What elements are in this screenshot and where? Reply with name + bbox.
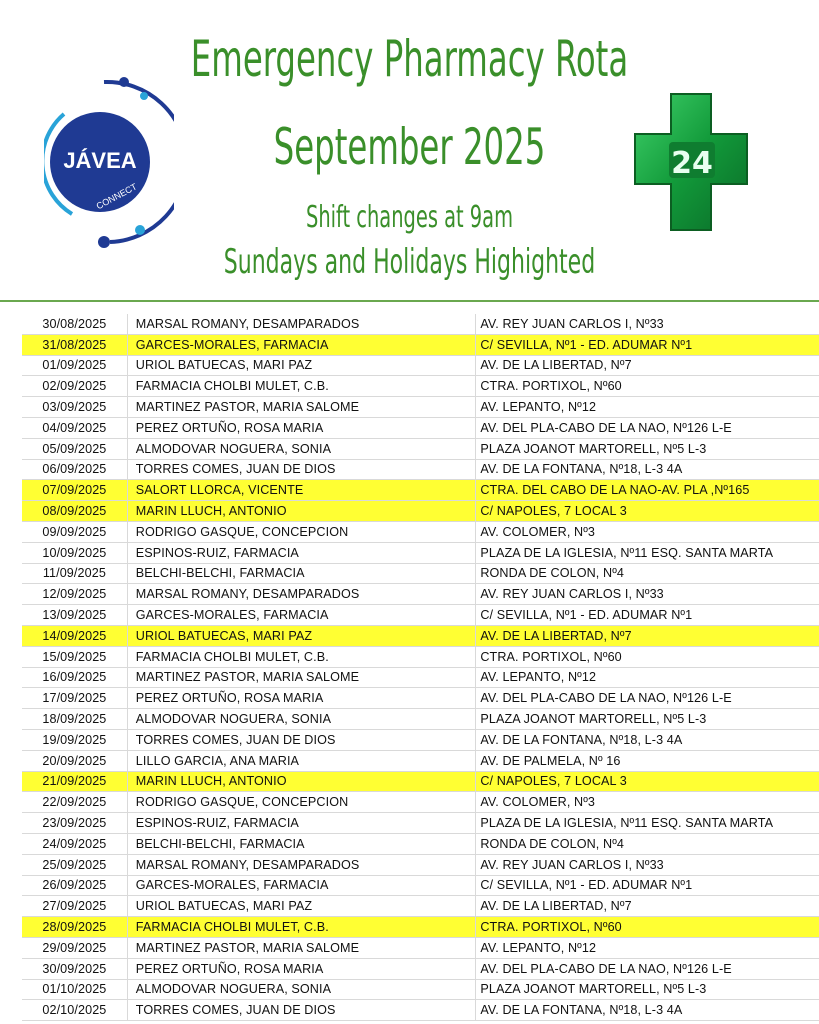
pharmacy-name-cell: TORRES COMES, JUAN DE DIOS xyxy=(127,1000,476,1021)
address-cell: PLAZA JOANOT MARTORELL, Nº5 L-3 xyxy=(476,709,819,730)
pharmacy-name-cell: PEREZ ORTUÑO, ROSA MARIA xyxy=(127,688,476,709)
table-row xyxy=(22,438,819,459)
date-cell: 21/09/2025 xyxy=(22,771,127,792)
table-row xyxy=(22,813,819,834)
table-row-highlighted xyxy=(22,334,819,355)
address-cell: PLAZA JOANOT MARTORELL, Nº5 L-3 xyxy=(476,979,819,1000)
address-cell: AV. DE LA LIBERTAD, Nº7 xyxy=(476,625,819,646)
date-cell: 01/10/2025 xyxy=(22,979,127,1000)
address-cell: CTRA. PORTIXOL, Nº60 xyxy=(476,917,819,938)
table-row xyxy=(22,417,819,438)
address-cell: C/ SEVILLA, Nº1 - ED. ADUMAR Nº1 xyxy=(476,334,819,355)
date-cell: 11/09/2025 xyxy=(22,563,127,584)
pharmacy-name-cell: PEREZ ORTUÑO, ROSA MARIA xyxy=(127,958,476,979)
address-cell: CTRA. PORTIXOL, Nº60 xyxy=(476,376,819,397)
pharmacy-name-cell: ESPINOS-RUIZ, FARMACIA xyxy=(127,813,476,834)
table-row xyxy=(22,584,819,605)
table-row-highlighted xyxy=(22,625,819,646)
pharmacy-name-cell: URIOL BATUECAS, MARI PAZ xyxy=(127,625,476,646)
pharmacy-name-cell: LILLO GARCIA, ANA MARIA xyxy=(127,750,476,771)
address-cell: CTRA. DEL CABO DE LA NAO-AV. PLA ,Nº165 xyxy=(476,480,819,501)
date-cell: 24/09/2025 xyxy=(22,833,127,854)
date-cell: 01/09/2025 xyxy=(22,355,127,376)
date-cell: 19/09/2025 xyxy=(22,729,127,750)
table-row xyxy=(22,646,819,667)
date-cell: 02/10/2025 xyxy=(22,1000,127,1021)
date-cell: 13/09/2025 xyxy=(22,605,127,626)
date-cell: 23/09/2025 xyxy=(22,813,127,834)
pharmacy-name-cell: ALMODOVAR NOGUERA, SONIA xyxy=(127,979,476,1000)
date-cell: 05/09/2025 xyxy=(22,438,127,459)
date-cell: 25/09/2025 xyxy=(22,854,127,875)
page-header xyxy=(0,0,819,300)
date-cell: 02/09/2025 xyxy=(22,376,127,397)
table-row xyxy=(22,792,819,813)
address-cell: C/ NAPOLES, 7 LOCAL 3 xyxy=(476,501,819,522)
page-title-month: September 2025 xyxy=(273,118,546,176)
address-cell: AV. REY JUAN CARLOS I, Nº33 xyxy=(476,584,819,605)
pharmacy-name-cell: GARCES-MORALES, FARMACIA xyxy=(127,334,476,355)
pharmacy-name-cell: FARMACIA CHOLBI MULET, C.B. xyxy=(127,917,476,938)
date-cell: 30/08/2025 xyxy=(22,314,127,334)
table-row xyxy=(22,605,819,626)
date-cell: 06/09/2025 xyxy=(22,459,127,480)
table-row xyxy=(22,854,819,875)
table-row xyxy=(22,750,819,771)
date-cell: 04/09/2025 xyxy=(22,417,127,438)
date-cell: 28/09/2025 xyxy=(22,917,127,938)
table-row xyxy=(22,979,819,1000)
pharmacy-name-cell: GARCES-MORALES, FARMACIA xyxy=(127,875,476,896)
table-row xyxy=(22,376,819,397)
address-cell: AV. DE LA FONTANA, Nº18, L-3 4A xyxy=(476,729,819,750)
table-row xyxy=(22,397,819,418)
address-cell: RONDA DE COLON, Nº4 xyxy=(476,563,819,584)
date-cell: 22/09/2025 xyxy=(22,792,127,813)
pharmacy-name-cell: GARCES-MORALES, FARMACIA xyxy=(127,605,476,626)
pharmacy-name-cell: URIOL BATUECAS, MARI PAZ xyxy=(127,896,476,917)
pharmacy-cross-24-icon xyxy=(633,92,749,232)
pharmacy-name-cell: MARIN LLUCH, ANTONIO xyxy=(127,501,476,522)
pharmacy-name-cell: FARMACIA CHOLBI MULET, C.B. xyxy=(127,646,476,667)
table-row-highlighted xyxy=(22,480,819,501)
pharmacy-name-cell: SALORT LLORCA, VICENTE xyxy=(127,480,476,501)
pharmacy-name-cell: PEREZ ORTUÑO, ROSA MARIA xyxy=(127,417,476,438)
address-cell: PLAZA JOANOT MARTORELL, Nº5 L-3 xyxy=(476,438,819,459)
date-cell: 30/09/2025 xyxy=(22,958,127,979)
address-cell: AV. LEPANTO, Nº12 xyxy=(476,667,819,688)
header-divider xyxy=(0,300,819,302)
table-row xyxy=(22,459,819,480)
shift-note: Shift changes at 9am xyxy=(305,200,514,235)
date-cell: 18/09/2025 xyxy=(22,709,127,730)
pharmacy-name-cell: URIOL BATUECAS, MARI PAZ xyxy=(127,355,476,376)
pharmacy-name-cell: MARTINEZ PASTOR, MARIA SALOME xyxy=(127,667,476,688)
table-row-highlighted xyxy=(22,501,819,522)
date-cell: 27/09/2025 xyxy=(22,896,127,917)
address-cell: RONDA DE COLON, Nº4 xyxy=(476,833,819,854)
table-row xyxy=(22,542,819,563)
pharmacy-name-cell: MARIN LLUCH, ANTONIO xyxy=(127,771,476,792)
table-row-highlighted xyxy=(22,771,819,792)
logo-subtext: CONNECT xyxy=(94,181,139,212)
address-cell: AV. DEL PLA-CABO DE LA NAO, Nº126 L-E xyxy=(476,417,819,438)
rota-table xyxy=(22,314,819,1021)
address-cell: C/ SEVILLA, Nº1 - ED. ADUMAR Nº1 xyxy=(476,875,819,896)
table-row xyxy=(22,833,819,854)
address-cell: AV. LEPANTO, Nº12 xyxy=(476,397,819,418)
table-row xyxy=(22,875,819,896)
pharmacy-name-cell: ESPINOS-RUIZ, FARMACIA xyxy=(127,542,476,563)
pharmacy-name-cell: MARSAL ROMANY, DESAMPARADOS xyxy=(127,314,476,334)
pharmacy-name-cell: RODRIGO GASQUE, CONCEPCION xyxy=(127,521,476,542)
address-cell: CTRA. PORTIXOL, Nº60 xyxy=(476,646,819,667)
pharmacy-name-cell: RODRIGO GASQUE, CONCEPCION xyxy=(127,792,476,813)
address-cell: AV. DEL PLA-CABO DE LA NAO, Nº126 L-E xyxy=(476,958,819,979)
table-row xyxy=(22,521,819,542)
date-cell: 03/09/2025 xyxy=(22,397,127,418)
date-cell: 14/09/2025 xyxy=(22,625,127,646)
table-row xyxy=(22,563,819,584)
date-cell: 20/09/2025 xyxy=(22,750,127,771)
pharmacy-name-cell: TORRES COMES, JUAN DE DIOS xyxy=(127,459,476,480)
table-row xyxy=(22,355,819,376)
date-cell: 08/09/2025 xyxy=(22,501,127,522)
address-cell: AV. DE LA FONTANA, Nº18, L-3 4A xyxy=(476,1000,819,1021)
date-cell: 10/09/2025 xyxy=(22,542,127,563)
address-cell: PLAZA DE LA IGLESIA, Nº11 ESQ. SANTA MARTA xyxy=(476,542,819,563)
pharmacy-name-cell: MARTINEZ PASTOR, MARIA SALOME xyxy=(127,937,476,958)
date-cell: 12/09/2025 xyxy=(22,584,127,605)
date-cell: 26/09/2025 xyxy=(22,875,127,896)
address-cell: AV. DEL PLA-CABO DE LA NAO, Nº126 L-E xyxy=(476,688,819,709)
pharmacy-name-cell: BELCHI-BELCHI, FARMACIA xyxy=(127,833,476,854)
cross-24-text: 24 xyxy=(671,146,713,181)
address-cell: AV. REY JUAN CARLOS I, Nº33 xyxy=(476,854,819,875)
date-cell: 16/09/2025 xyxy=(22,667,127,688)
table-row-highlighted xyxy=(22,917,819,938)
pharmacy-name-cell: ALMODOVAR NOGUERA, SONIA xyxy=(127,709,476,730)
address-cell: AV. REY JUAN CARLOS I, Nº33 xyxy=(476,314,819,334)
table-row xyxy=(22,688,819,709)
pharmacy-name-cell: MARTINEZ PASTOR, MARIA SALOME xyxy=(127,397,476,418)
highlight-note: Sundays and Holidays Highighted xyxy=(223,242,596,282)
table-row xyxy=(22,958,819,979)
address-cell: AV. DE LA FONTANA, Nº18, L-3 4A xyxy=(476,459,819,480)
address-cell: PLAZA DE LA IGLESIA, Nº11 ESQ. SANTA MARTA xyxy=(476,813,819,834)
page-title: Emergency Pharmacy Rota xyxy=(190,30,629,88)
date-cell: 29/09/2025 xyxy=(22,937,127,958)
address-cell: AV. COLOMER, Nº3 xyxy=(476,521,819,542)
address-cell: C/ SEVILLA, Nº1 - ED. ADUMAR Nº1 xyxy=(476,605,819,626)
date-cell: 09/09/2025 xyxy=(22,521,127,542)
pharmacy-name-cell: FARMACIA CHOLBI MULET, C.B. xyxy=(127,376,476,397)
pharmacy-name-cell: TORRES COMES, JUAN DE DIOS xyxy=(127,729,476,750)
javea-connect-logo-icon xyxy=(44,74,174,250)
address-cell: AV. DE PALMELA, Nº 16 xyxy=(476,750,819,771)
table-row xyxy=(22,896,819,917)
date-cell: 17/09/2025 xyxy=(22,688,127,709)
address-cell: AV. DE LA LIBERTAD, Nº7 xyxy=(476,896,819,917)
table-row xyxy=(22,729,819,750)
table-row xyxy=(22,667,819,688)
table-row xyxy=(22,937,819,958)
address-cell: AV. COLOMER, Nº3 xyxy=(476,792,819,813)
date-cell: 31/08/2025 xyxy=(22,334,127,355)
table-row xyxy=(22,1000,819,1021)
table-row xyxy=(22,314,819,334)
address-cell: C/ NAPOLES, 7 LOCAL 3 xyxy=(476,771,819,792)
table-row xyxy=(22,709,819,730)
address-cell: AV. DE LA LIBERTAD, Nº7 xyxy=(476,355,819,376)
pharmacy-name-cell: BELCHI-BELCHI, FARMACIA xyxy=(127,563,476,584)
pharmacy-name-cell: MARSAL ROMANY, DESAMPARADOS xyxy=(127,854,476,875)
address-cell: AV. LEPANTO, Nº12 xyxy=(476,937,819,958)
pharmacy-name-cell: ALMODOVAR NOGUERA, SONIA xyxy=(127,438,476,459)
date-cell: 07/09/2025 xyxy=(22,480,127,501)
logo-text: JÁVEA xyxy=(63,148,137,173)
date-cell: 15/09/2025 xyxy=(22,646,127,667)
pharmacy-name-cell: MARSAL ROMANY, DESAMPARADOS xyxy=(127,584,476,605)
